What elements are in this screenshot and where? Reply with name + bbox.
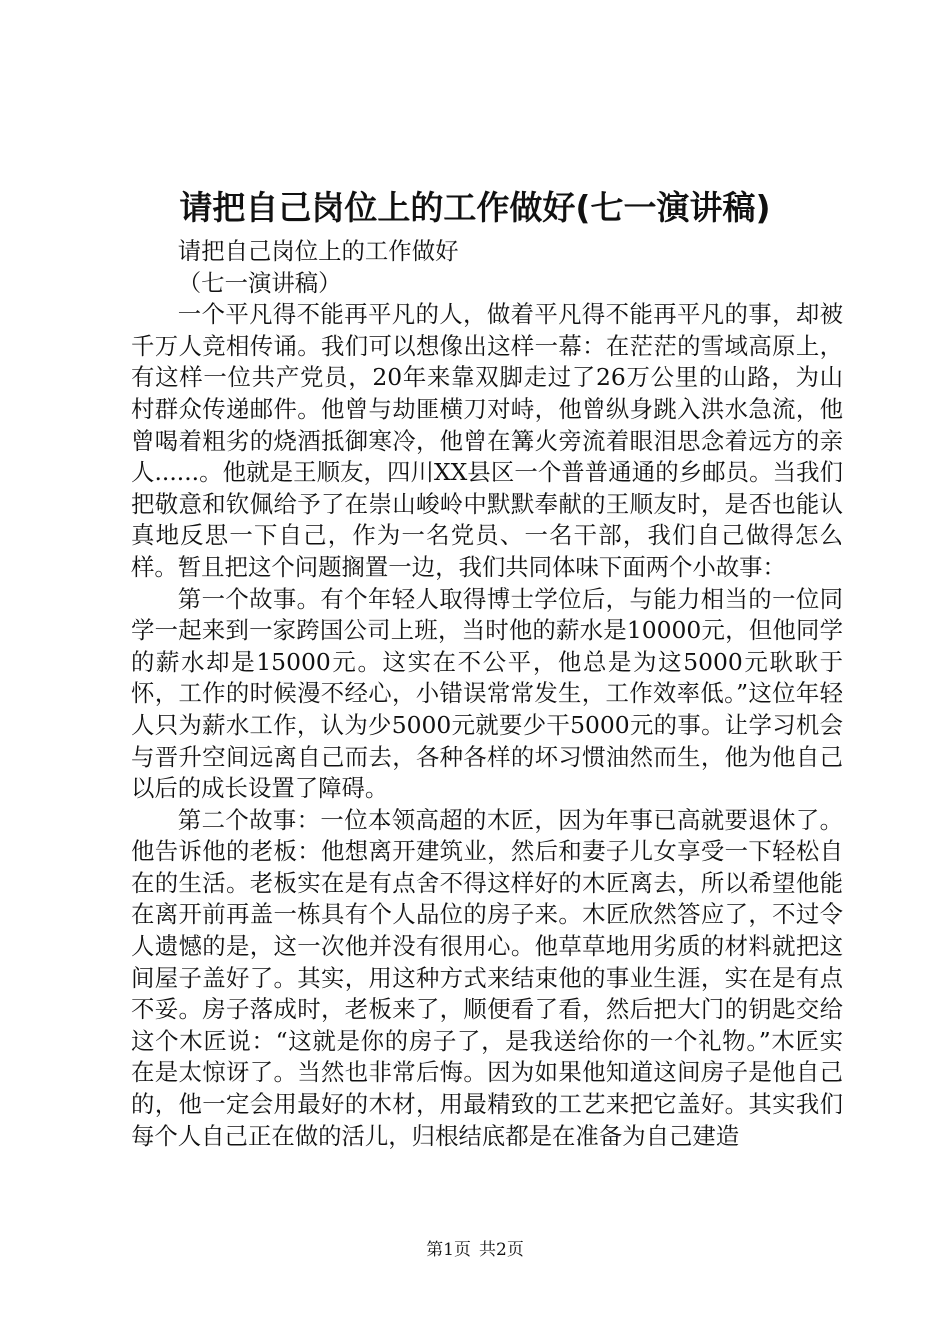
page-total: 共2页	[479, 1240, 524, 1260]
subtitle-line-2: （七一演讲稿）	[177, 268, 342, 297]
paragraph-story-one: 第一个故事。有个年轻人取得博士学位后，与能力相当的一位同学一起来到一家跨国公司上班，当时他的薪水是10000元，但他同学的薪水却是15000元。这实在不公平，他总是为这5000元耿耿于怀，工作的时候漫不经心，小错误常常发生，工作效率低。”这位年轻人只为薪水工作，认为少5000元就要少干5000元的事。让学习机会与晋升空间远离自己而去，各种各样的坏习惯油然而生，他为他自己以后的成长设置了障碍。	[131, 584, 843, 803]
page-number: 第1页	[426, 1240, 471, 1260]
paragraph-intro: 一个平凡得不能再平凡的人，做着平凡得不能再平凡的事，却被千万人竞相传诵。我们可以想像出这样一幕：在茫茫的雪域高原上，有这样一位共产党员，20年来靠双脚走过了26万公里的山路，为山村群众传递邮件。他曾与劫匪横刀对峙，他曾纵身跳入洪水急流，他曾喝着粗劣的烧酒抵御寒冷，他曾在篝火旁流着眼泪思念着远方的亲人......。他就是王顺友，四川XX县区一个普普通通的乡邮员。当我们把敬意和钦佩给予了在崇山峻岭中默默奉献的王顺友时，是否也能认真地反思一下自己，作为一名党员、一名干部，我们自己做得怎么样。暂且把这个问题搁置一边，我们共同体味下面两个小故事：	[131, 300, 843, 581]
document-body	[131, 236, 843, 1152]
page-title: 请把自己岗位上的工作做好(七一演讲稿)	[179, 188, 771, 227]
page-footer	[0, 1238, 950, 1262]
paragraph-story-two: 第二个故事：一位本领高超的木匠，因为年事已高就要退休了。他告诉他的老板：他想离开建筑业，然后和妻子儿女享受一下轻松自在的生活。老板实在是有点舍不得这样好的木匠离去，所以希望他能在离开前再盖一栋具有个人品位的房子来。木匠欣然答应了，不过令人遗憾的是，这一次他并没有很用心。他草草地用劣质的材料就把这间屋子盖好了。其实，用这种方式来结束他的事业生涯，实在是有点不妥。房子落成时，老板来了，顺便看了看，然后把大门的钥匙交给这个木匠说：“这就是你的房子了，是我送给你的一个礼物。”木匠实在是太惊讶了。当然也非常后悔。因为如果他知道这间房子是他自己的，他一定会用最好的木材，用最精致的工艺来把它盖好。其实我们每个人自己正在做的活儿，归根结底都是在准备为自己建造	[131, 805, 843, 1150]
subtitle-line-1: 请把自己岗位上的工作做好	[177, 237, 459, 265]
